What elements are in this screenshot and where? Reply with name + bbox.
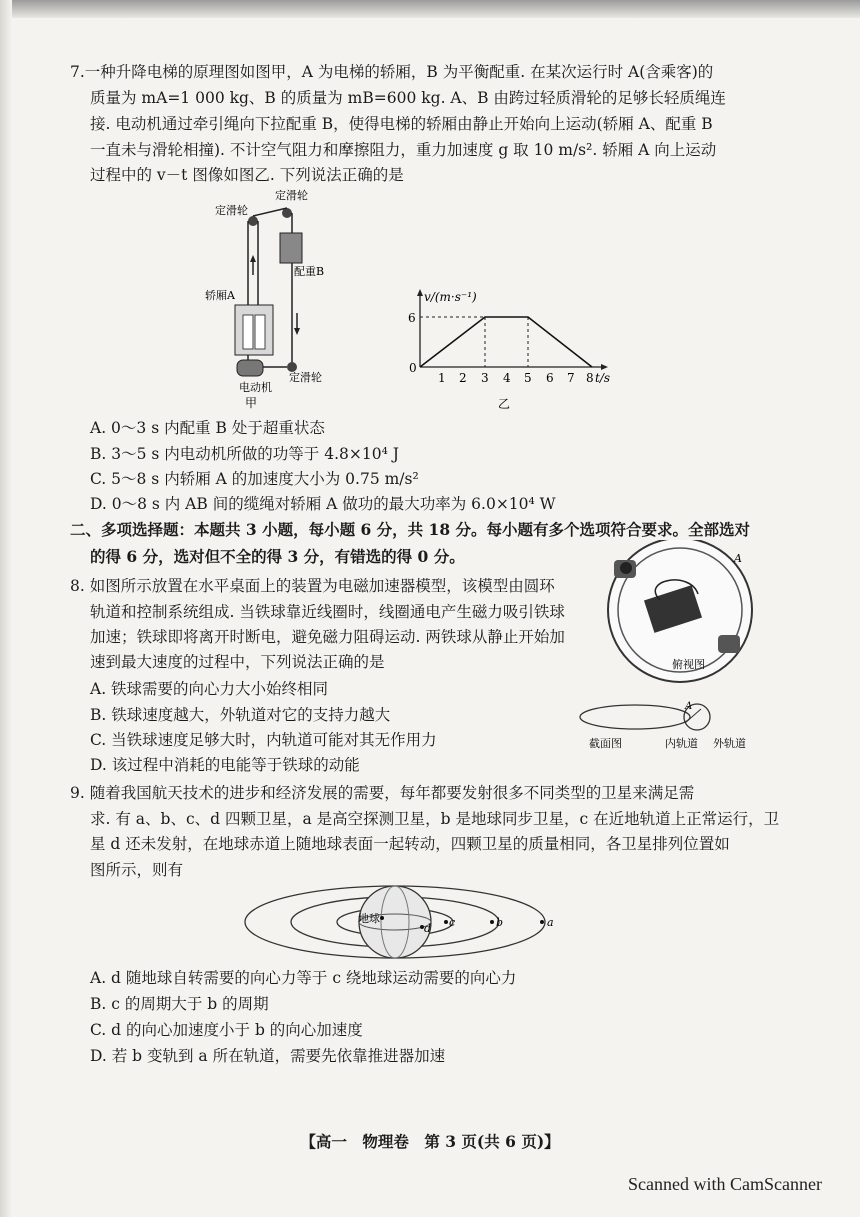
q8-line-3: 加速；铁球即将离开时断电，避免磁力阻碍运动. 两铁球从静止开始加	[90, 628, 565, 646]
top-pulley-left-icon	[248, 216, 258, 226]
vt-origin: 0	[409, 361, 417, 375]
label-top-pulley-right: 定滑轮	[275, 189, 308, 202]
camscanner-watermark: Scanned with CamScanner	[628, 1174, 822, 1194]
q8-line-2: 轨道和控制系统组成. 当铁球靠近线圈时，线圈通电产生磁力吸引铁球	[90, 603, 565, 621]
q9-option-a: A. d 随地球自转需要的向心力等于 c 绕地球运动需要的向心力	[90, 969, 517, 987]
vt-xtick-8: 8	[586, 371, 594, 385]
vt-xtick-6: 6	[546, 371, 554, 385]
q9-line-2: 求. 有 a、b、c、d 四颗卫星，a 是高空探测卫星，b 是地球同步卫星，c 在近地轨道上正常运行，卫	[90, 810, 780, 828]
label-a: A	[734, 552, 742, 565]
q8-option-c: C. 当铁球速度足够大时，内轨道可能对其无作用力	[90, 731, 437, 749]
vt-curve	[420, 317, 592, 367]
satellite-a-icon	[540, 920, 544, 924]
q8-line-1: 8. 如图所示放置在水平桌面上的装置为电磁加速器模型，该模型由圆环	[70, 577, 555, 595]
q9-option-c: C. d 的向心加速度小于 b 的向心加速度	[90, 1021, 363, 1039]
section-track	[580, 705, 690, 729]
q9-line-1: 9. 随着我国航天技术的进步和经济发展的需要，每年都要发射很多不同类型的卫星来满足需	[70, 784, 695, 802]
q9-line-3: 星 d 还未发射，在地球赤道上随地球表面一起转动，四颗卫星的质量相同，各卫星排列位置如	[90, 835, 730, 853]
section-label-a: A	[685, 701, 693, 712]
section2-line-2: 的得 6 分，选对但不全的得 3 分，有错选的得 0 分。	[90, 547, 465, 566]
vt-xtick-1: 1	[438, 371, 446, 385]
section-caption: 截面图	[589, 737, 622, 750]
q7-line-5: 过程中的 v－t 图像如图乙. 下列说法正确的是	[90, 166, 404, 184]
label-bottom-pulley: 定滑轮	[289, 371, 322, 384]
page-footer: 【高一 物理卷 第 3 页(共 6 页)】	[300, 1132, 560, 1151]
q8-option-b: B. 铁球速度越大，外轨道对它的支持力越大	[90, 706, 391, 724]
q9-option-b: B. c 的周期大于 b 的周期	[90, 995, 269, 1013]
label-top-pulley-left: 定滑轮	[215, 204, 248, 217]
vt-xtick-5: 5	[524, 371, 532, 385]
label-d: d	[424, 922, 432, 935]
q7-option-a: A. 0～3 s 内配重 B 处于超重状态	[90, 419, 325, 437]
q7-line-2: 质量为 mA=1 000 kg、B 的质量为 mB=600 kg. A、B 由跨过轻质滑轮的足够长轻质绳连	[90, 89, 726, 107]
vt-xlabel: t/s	[595, 371, 611, 385]
vt-xtick-7: 7	[567, 371, 575, 385]
elevator-car-a	[235, 305, 273, 355]
satellite-orbits	[240, 880, 570, 965]
label-a: a	[547, 916, 554, 929]
accelerator-section-view	[575, 695, 765, 755]
vt-xtick-3: 3	[481, 371, 489, 385]
iron-ball-icon	[620, 562, 632, 574]
label-car: 轿厢A	[205, 289, 235, 302]
q8-option-d: D. 该过程中消耗的电能等于铁球的动能	[90, 756, 360, 774]
q9-option-d: D. 若 b 变轨到 a 所在轨道，需要先依靠推进器加速	[90, 1047, 446, 1065]
vt-ytick: 6	[408, 311, 416, 325]
earth-label: 地球	[358, 912, 380, 925]
vt-graph	[400, 285, 620, 415]
q7-line-1: 7.一种升降电梯的原理图如图甲，A 为电梯的轿厢，B 为平衡配重. 在某次运行时 A(含乘客)的	[70, 63, 714, 81]
inner-track-label: 内轨道	[665, 737, 698, 750]
counterweight-b	[280, 233, 302, 263]
elevator-diagram	[205, 185, 335, 415]
q7-line-4: 一直未与滑轮相撞). 不计空气阻力和摩擦阻力，重力加速度 g 取 10 m/s². 轿厢 A 向上运动	[90, 141, 717, 159]
q9-line-4: 图所示，则有	[90, 861, 184, 879]
label-b: b	[496, 916, 504, 929]
label-counterweight: 配重B	[294, 265, 325, 278]
vt-xtick-4: 4	[503, 371, 511, 385]
outer-track-label: 外轨道	[713, 737, 746, 750]
satellite-b-icon	[490, 920, 494, 924]
motor-icon	[237, 360, 263, 376]
q7-option-b: B. 3～5 s 内电动机所做的功等于 4.8×10⁴ J	[90, 445, 399, 463]
vt-xtick-2: 2	[459, 371, 467, 385]
caption-yi: 乙	[498, 397, 511, 411]
vt-ylabel: v/(m·s⁻¹)	[424, 290, 477, 304]
q7-option-d: D. 0～8 s 内 AB 间的缆绳对轿厢 A 做功的最大功率为 6.0×10⁴ W	[90, 495, 556, 513]
q8-option-a: A. 铁球需要的向心力大小始终相同	[90, 680, 329, 698]
section2-line-1: 二、多项选择题：本题共 3 小题，每小题 6 分，共 18 分。每小题有多个选项符合要求。全部选对	[70, 520, 751, 539]
label-motor: 电动机	[239, 381, 272, 394]
q7-line-3: 接. 电动机通过牵引绳向下拉配重 B，使得电梯的轿厢由静止开始向上运动(轿厢 A、配重 B	[90, 115, 713, 133]
top-view-caption: 俯视图	[672, 658, 705, 671]
satellite-c-icon	[444, 920, 448, 924]
q7-option-c: C. 5～8 s 内轿厢 A 的加速度大小为 0.75 m/s²	[90, 470, 419, 488]
caption-jia: 甲	[245, 396, 258, 410]
q8-line-4: 速到最大速度的过程中，下列说法正确的是	[90, 653, 385, 671]
label-c: c	[449, 916, 456, 929]
coil-icon	[718, 635, 740, 653]
